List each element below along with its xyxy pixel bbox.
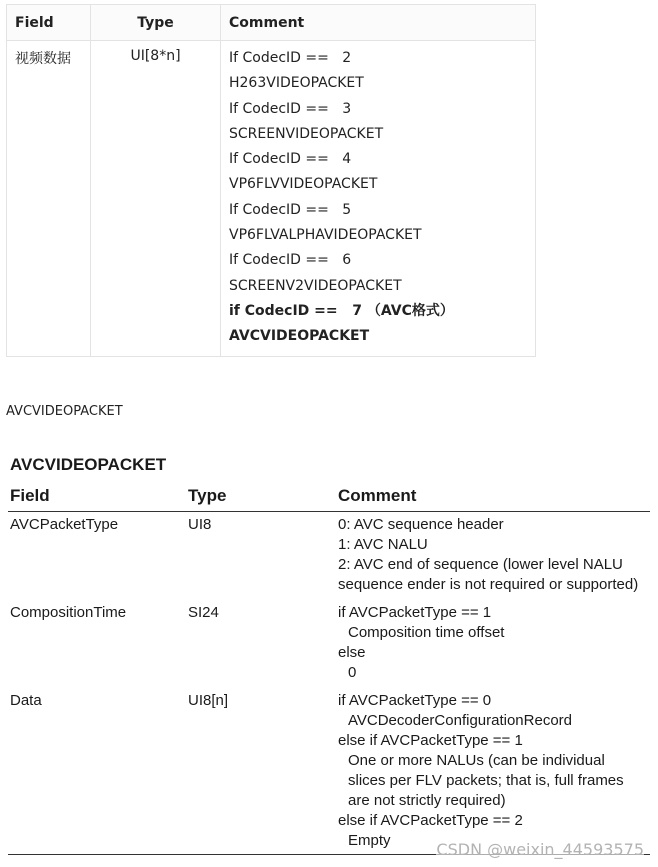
spec-comment-line: 0 bbox=[348, 664, 357, 681]
spec-comment-line: are not strictly required) bbox=[348, 792, 506, 809]
section-heading: AVCVIDEOPACKET bbox=[6, 404, 123, 419]
spec-cell-type: SI24 bbox=[188, 604, 219, 621]
spec-cell-field: AVCPacketType bbox=[10, 516, 119, 533]
codec-table-header-type: Type bbox=[91, 5, 221, 41]
comment-line: SCREENVIDEOPACKET bbox=[229, 125, 384, 142]
codec-table-header-row bbox=[7, 5, 536, 41]
comment-line: H263VIDEOPACKET bbox=[229, 75, 364, 92]
spec-cell-comment bbox=[338, 603, 656, 683]
spec-cell-comment bbox=[338, 691, 656, 851]
comment-line: If CodecID == 3 bbox=[229, 100, 352, 117]
spec-header-field: Field bbox=[10, 486, 50, 505]
codec-table-cell-type: UI[8*n] bbox=[91, 41, 221, 357]
spec-comment-line: Empty bbox=[348, 832, 391, 849]
spec-comment-line: else if AVCPacketType == 2 bbox=[338, 812, 523, 829]
spec-title: AVCVIDEOPACKET bbox=[10, 455, 167, 474]
codec-table-header-comment: Comment bbox=[221, 5, 536, 41]
spec-comment-line: 0: AVC sequence header bbox=[338, 516, 504, 533]
avcvideopacket-spec-figure bbox=[0, 448, 658, 867]
spec-comment-line: One or more NALUs (can be individual bbox=[348, 752, 605, 769]
spec-comment-line: slices per FLV packets; that is, full frames bbox=[348, 772, 624, 789]
comment-line: If CodecID == 4 bbox=[229, 151, 352, 168]
spec-cell-field: CompositionTime bbox=[10, 604, 127, 621]
watermark: CSDN @weixin_44593575 bbox=[436, 840, 644, 859]
comment-line: SCREENV2VIDEOPACKET bbox=[229, 277, 402, 294]
spec-cell-comment bbox=[338, 515, 656, 595]
codec-table-cell-comment bbox=[221, 41, 536, 357]
spec-cell-type: UI8[n] bbox=[188, 692, 229, 709]
spec-header-comment: Comment bbox=[338, 486, 417, 505]
spec-header-type: Type bbox=[188, 486, 227, 505]
spec-comment-line: 2: AVC end of sequence (lower level NALU bbox=[338, 556, 623, 573]
codec-table-cell-field: 视频数据 bbox=[7, 41, 91, 357]
comment-line: If CodecID == 5 bbox=[229, 201, 352, 218]
spec-cell-field: Data bbox=[10, 692, 42, 709]
spec-divider-top bbox=[8, 511, 650, 512]
spec-comment-line: 1: AVC NALU bbox=[338, 536, 428, 553]
comment-line: if CodecID == 7 （AVC格式） bbox=[229, 302, 454, 319]
comment-line: AVCVIDEOPACKET bbox=[229, 328, 370, 345]
codec-table bbox=[6, 4, 536, 357]
codec-table-header-field: Field bbox=[7, 5, 91, 41]
comment-line: If CodecID == 2 bbox=[229, 50, 352, 66]
comment-line: If CodecID == 6 bbox=[229, 252, 352, 269]
spec-comment-line: Composition time offset bbox=[348, 624, 505, 641]
codec-table-row bbox=[7, 41, 536, 357]
spec-comment-line: sequence ender is not required or supported) bbox=[338, 576, 639, 593]
comment-line: VP6FLVALPHAVIDEOPACKET bbox=[229, 227, 422, 244]
spec-comment-line: else bbox=[338, 644, 366, 661]
spec-comment-line: if AVCPacketType == 1 bbox=[338, 604, 492, 621]
spec-comment-line: else if AVCPacketType == 1 bbox=[338, 732, 523, 749]
spec-cell-type: UI8 bbox=[188, 516, 212, 533]
spec-comment-line: AVCDecoderConfigurationRecord bbox=[348, 712, 573, 729]
comment-line: VP6FLVVIDEOPACKET bbox=[229, 176, 378, 193]
spec-comment-line: if AVCPacketType == 0 bbox=[338, 692, 492, 709]
